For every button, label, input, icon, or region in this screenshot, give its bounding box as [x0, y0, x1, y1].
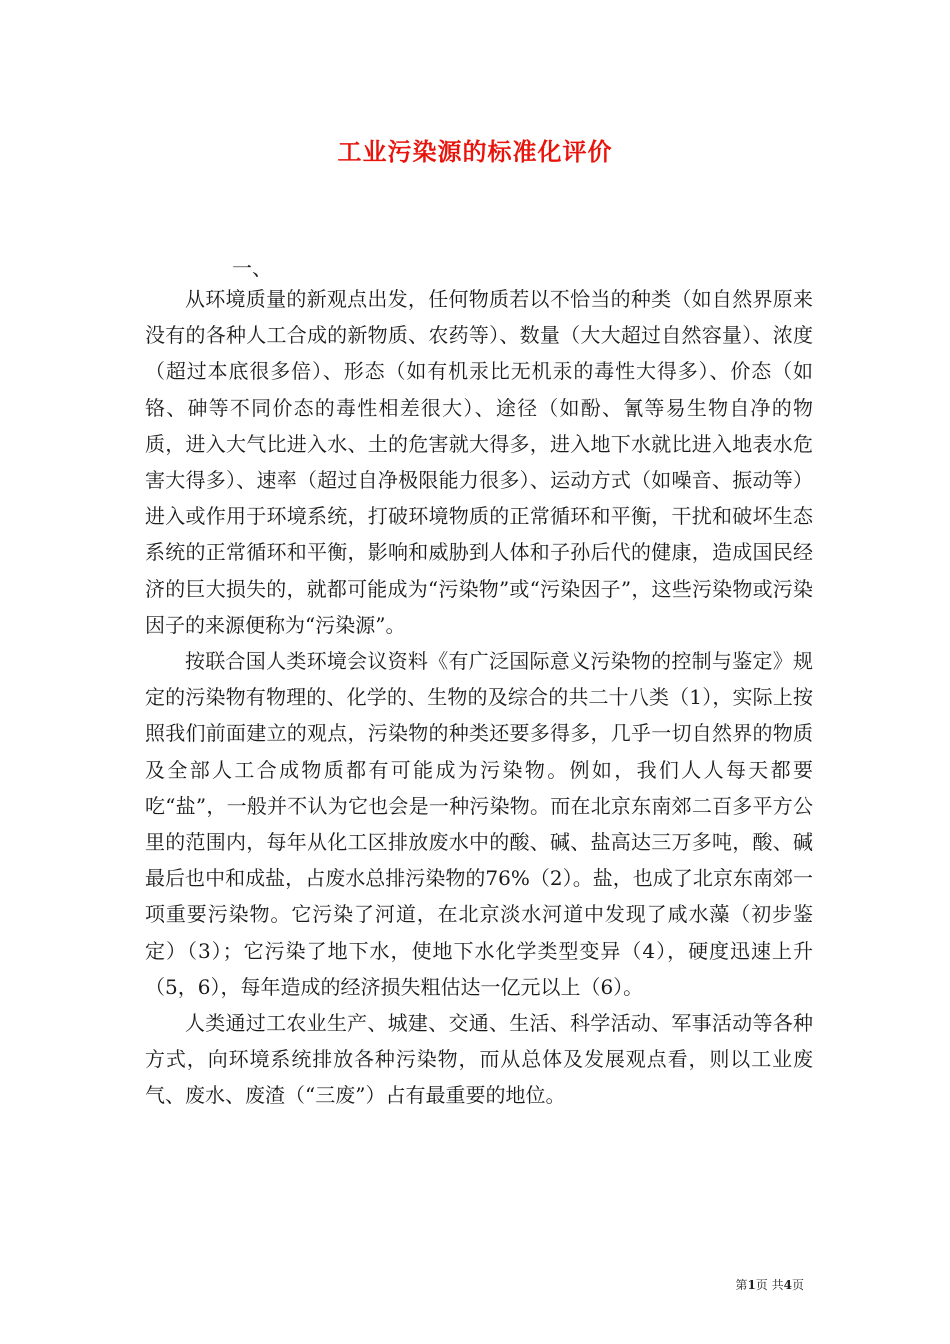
document-title: 工业污染源的标准化评价	[337, 137, 613, 166]
page-footer	[735, 1276, 804, 1293]
paragraph-3: 人类通过工农业生产、城建、交通、生活、科学活动、军事活动等各种方式，向环境系统排放各种污染物，而从总体及发展观点看，则以工业废气、废水、废渣（“三废”）占有最重要的地位。	[145, 1011, 813, 1108]
footer-total-pages: 4	[783, 1278, 792, 1292]
section-number: 一、	[232, 256, 272, 280]
footer-current-page: 1	[747, 1278, 756, 1292]
document-body	[145, 281, 813, 1114]
footer-prefix: 第	[735, 1278, 748, 1292]
paragraph-2: 按联合国人类环境会议资料《有广泛国际意义污染物的控制与鉴定》规定的污染物有物理的、化学的、生物的及综合的共二十八类（1），实际上按照我们前面建立的观点，污染物的种类还要多得多，几乎一切自然界的物质及全部人工合成物质都有可能成为污染物。例如，我们人人每天都要吃“盐”，一般并不认为它也会是一种污染物。而在北京东南郊二百多平方公里的范围内，每年从化工区排放废水中的酸、碱、盐高达三万多吨，酸、碱最后也中和成盐，占废水总排污染物的76%（2）。盐，也成了北京东南郊一项重要污染物。它污染了河道，在北京淡水河道中发现了咸水藻（初步鉴定）（3）；它污染了地下水，使地下水化学类型变异（4），硬度迅速上升（5，6），每年造成的经济损失粗估达一亿元以上（6）。	[145, 649, 813, 999]
footer-suffix: 页	[791, 1278, 804, 1292]
footer-middle: 页 共	[755, 1278, 784, 1292]
paragraph-1: 从环境质量的新观点出发，任何物质若以不恰当的种类（如自然界原来没有的各种人工合成的新物质、农药等）、数量（大大超过自然容量）、浓度（超过本底很多倍）、形态（如有机汞比无机汞的毒性大得多）、价态（如铬、砷等不同价态的毒性相差很大）、途径（如酚、氰等易生物自净的物质，进入大气比进入水、土的危害就大得多，进入地下水就比进入地表水危害大得多）、速率（超过自净极限能力很多）、运动方式（如噪音、振动等）进入或作用于环境系统，打破环境物质的正常循环和平衡，干扰和破坏生态系统的正常循环和平衡，影响和威胁到人体和子孙后代的健康，造成国民经济的巨大损失的，就都可能成为“污染物”或“污染因子”，这些污染物或污染因子的来源便称为“污染源”。	[145, 287, 813, 637]
